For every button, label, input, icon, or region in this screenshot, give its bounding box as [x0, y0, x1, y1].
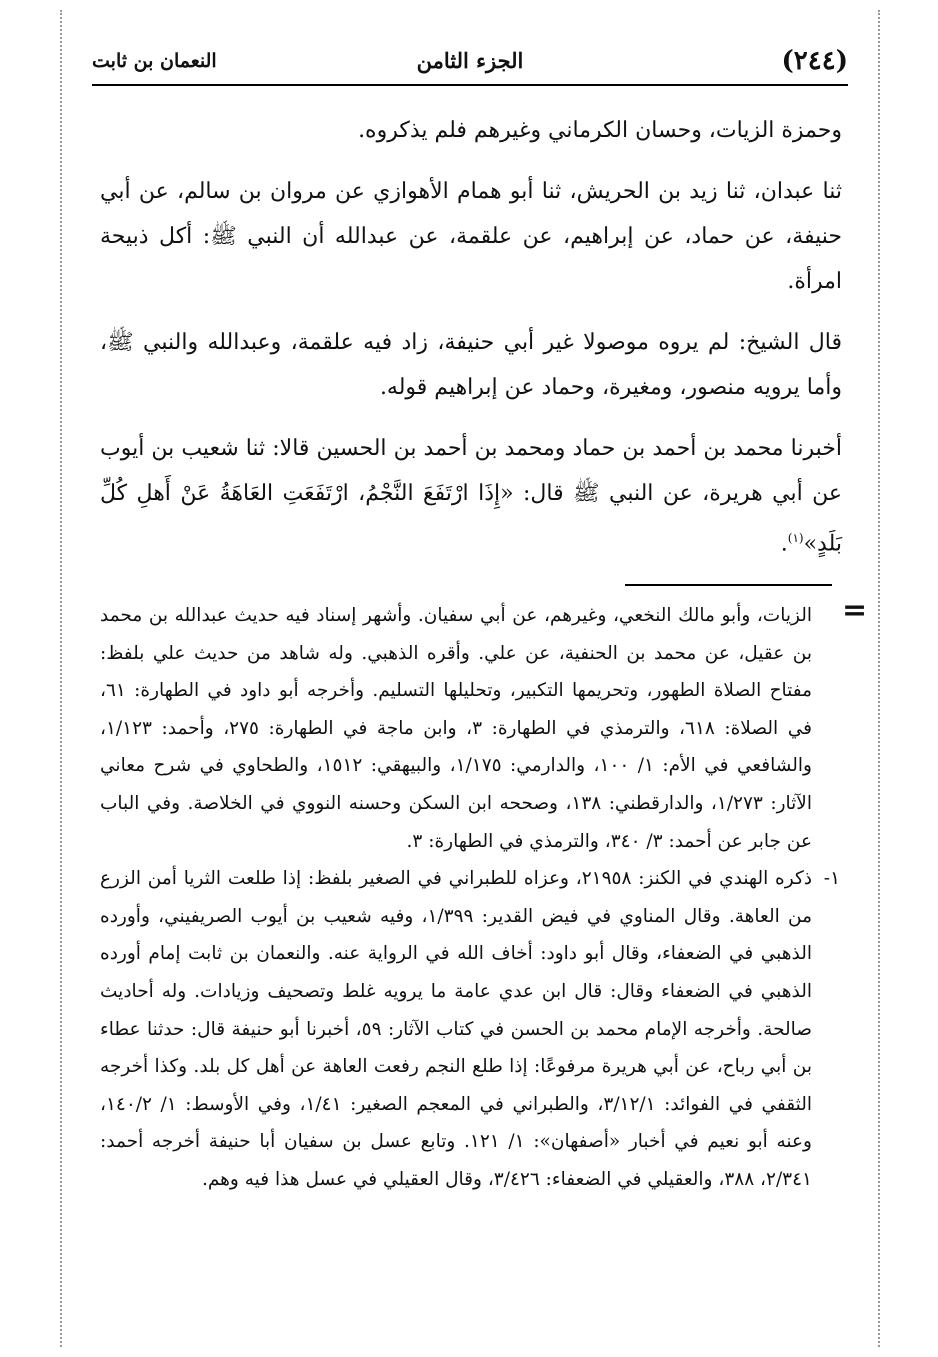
- footnote-1-text: ذكره الهندي في الكنز: ٢١٩٥٨، وعزاه للطبراني في الصغير بلفظ: إذا طلعت الثريا أمن الزرع من العاهة. وقال المناوي في فيض القدير: ١/٣٩٩، وفيه شعيب بن أيوب الصريفيني، وأورده الذهبي في الضعفاء، وقال أبو داود: أخاف الله في الرواية عنه. والنعمان بن ثابت إمام أورده الذهبي في الضعفاء وقال: قال ابن عدي عامة ما يرويه غلط وتصحيف وزيادات. وله أحاديث صالحة. وأخرجه الإمام محمد بن الحسن في كتاب الآثار: ٥٩، أخبرنا أبو حنيفة قال: حدثنا عطاء بن أبي رباح، عن أبي هريرة مرفوعًا: إذا طلع النجم رفعت العاهة عن أهل كل بلد. وكذا أخرجه الثقفي في الفوائد: ٣/١٢/١، والطبراني في المعجم الصغير: ١/٤١، وفي الأوسط: ١/ ١٤٠/٢، وعنه أبو نعيم في أخبار «أصفهان»: ١/ ١٢١. وتابع عسل بن سفيان أبا حنيفة أخرجه أحمد: ٢/٣٤١، ٣٨٨، والعقيلي في الضعفاء: ٣/٤٢٦، وقال العقيلي في عسل هذا فيه وهم.: [100, 868, 812, 1190]
- paragraph-1: وحمزة الزيات، وحسان الكرماني وغيرهم فلم يذكروه.: [358, 118, 842, 143]
- header-rule: [92, 84, 848, 86]
- page-header: [92, 40, 848, 80]
- paragraph-4-text: أخبرنا محمد بن أحمد بن حماد ومحمد بن أحمد بن الحسين قالا: ثنا شعيب بن أيوب عن أبي هريرة، عن النبي ﷺ قال: «إِذَا ارْتَفَعَ النَّجْمُ، ارْتَفَعَتِ العَاهَةُ عَنْ أَهلِ كُلِّ بَلَدٍ»: [100, 436, 842, 557]
- paragraph-3: قال الشيخ: لم يروه موصولا غير أبي حنيفة، زاد فيه علقمة، وعبدالله والنبي ﷺ، وأما يرويه منصور، ومغيرة، وحماد عن إبراهيم قوله.: [100, 330, 842, 400]
- paragraph-2: ثنا عبدان، ثنا زيد بن الحريش، ثنا أبو همام الأهوازي عن مروان بن سالم، عن أبي حنيفة، عن حماد، عن إبراهيم، عن علقمة، عن عبدالله أن النبي ﷺ: أكل ذبيحة امرأة.: [100, 179, 842, 294]
- main-text: [100, 108, 842, 582]
- running-title: النعمان بن ثابت: [92, 50, 217, 72]
- right-dotted-margin: [878, 10, 880, 1347]
- paragraph-4: [100, 426, 842, 566]
- page-number: (٢٤٤): [781, 46, 848, 76]
- paragraph-4-end: .: [780, 531, 788, 557]
- footnote-ref-1[interactable]: (١): [787, 531, 804, 545]
- footnote-separator: [625, 584, 832, 586]
- part-title: الجزء الثامن: [416, 48, 524, 73]
- footnotes: [100, 597, 840, 1199]
- continuation-mark: =: [842, 593, 868, 628]
- footnote-1: [100, 860, 840, 1198]
- left-dotted-margin: [60, 10, 62, 1347]
- footnote-1-number: ١-: [823, 868, 840, 890]
- footnote-continued: الزيات، وأبو مالك النخعي، وغيرهم، عن أبي سفيان. وأشهر إسناد فيه حديث عبدالله بن محمد بن عقيل، عن محمد بن الحنفية، عن علي. وأقره الذهبي. وله شاهد من حديث علي بلفظ: مفتاح الصلاة الطهور، وتحريمها التكبير، وتحليلها التسليم. وأخرجه أبو داود في الطهارة: ٦١، في الصلاة: ٦١٨، والترمذي في الطهارة: ٣، وابن ماجة في الطهارة: ٢٧٥، وأحمد: ١/١٢٣، والشافعي في الأم: ١/ ١٠٠، والدارمي: ١/١٧٥، والبيهقي: ١٥١٢، والطحاوي في شرح معاني الآثار: ١/٢٧٣، والدارقطني: ١٣٨، وصححه ابن السكن وحسنه النووي في الخلاصة. وفي الباب عن جابر عن أحمد: ٣/ ٣٤٠، والترمذي في الطهارة: ٣.: [100, 605, 812, 852]
